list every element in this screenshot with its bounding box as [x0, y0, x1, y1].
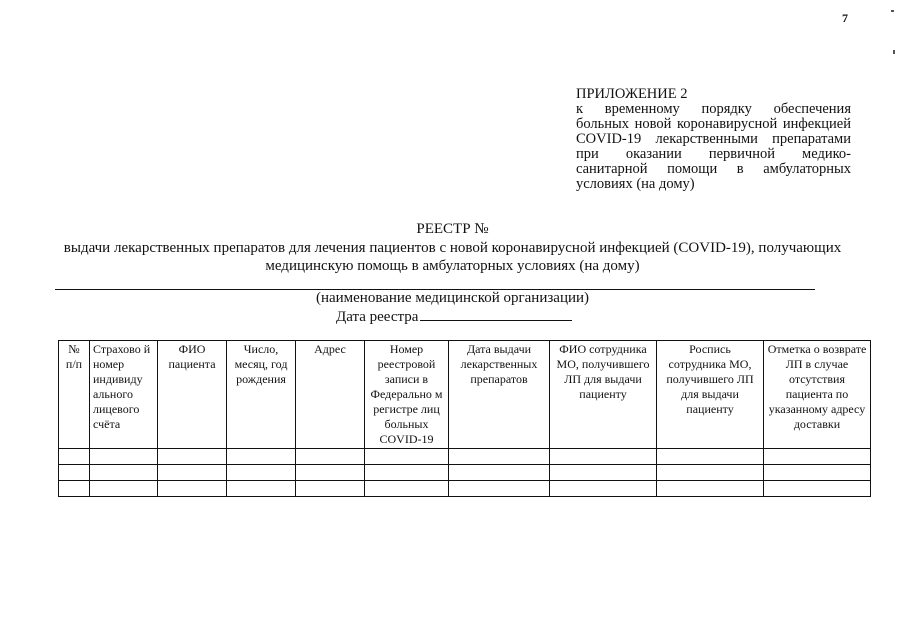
col-header-issue-date: Дата выдачи лекарственных препаратов — [449, 341, 550, 449]
registry-title-line1: РЕЕСТР № — [416, 221, 489, 237]
col-header-return-mark: Отметка о возврате ЛП в случае отсутствия пациента по указанному адресу доставки — [764, 341, 871, 449]
table-cell[interactable] — [227, 481, 296, 497]
scan-artifact — [893, 50, 895, 54]
table-cell[interactable] — [158, 481, 227, 497]
table-cell[interactable] — [90, 449, 158, 465]
table-cell[interactable] — [296, 481, 365, 497]
appendix-text: к временному порядку обеспечения больных новой коронавирусной инфекцией COVID-19 лекарственными препаратами при оказании первичной медико-санитарной помощи в амбулаторных условиях (на дому) — [576, 101, 851, 192]
table-row — [59, 481, 871, 497]
table-cell[interactable] — [550, 449, 657, 465]
table-cell[interactable] — [365, 465, 449, 481]
table-cell[interactable] — [449, 481, 550, 497]
org-name-caption: (наименование медицинской организации) — [315, 290, 590, 306]
appendix-heading: ПРИЛОЖЕНИЕ 2 — [576, 86, 688, 102]
col-header-snils: Страхово й номер индивиду ального лицевого счёта — [90, 341, 158, 449]
table-cell[interactable] — [365, 481, 449, 497]
table-cell[interactable] — [764, 449, 871, 465]
table-cell[interactable] — [657, 481, 764, 497]
table-cell[interactable] — [365, 449, 449, 465]
registry-date-field[interactable] — [420, 306, 572, 321]
table-cell[interactable] — [449, 449, 550, 465]
registry-title-line2: выдачи лекарственных препаратов для лечения пациентов с новой коронавирусной инфекцией (COVID-19), получающих медицинскую помощь в амбулаторных условиях (на дому) — [63, 240, 842, 274]
registry-date-label: Дата реестра — [336, 309, 419, 325]
page-number: 7 — [842, 11, 848, 25]
table-cell[interactable] — [227, 465, 296, 481]
appendix-note — [576, 87, 851, 192]
table-cell[interactable] — [158, 465, 227, 481]
registry-table — [58, 340, 871, 497]
col-header-birth-date: Число, месяц, год рождения — [227, 341, 296, 449]
table-header-row — [59, 341, 871, 449]
col-header-number: № п/п — [59, 341, 90, 449]
col-header-staff-signature: Роспись сотрудника МО, получившего ЛП для выдачи пациенту — [657, 341, 764, 449]
col-header-register-number: Номер реестровой записи в Федерально м регистре лиц больных COVID-19 — [365, 341, 449, 449]
registry-title — [40, 220, 865, 275]
table-cell[interactable] — [764, 481, 871, 497]
registry-date — [336, 306, 572, 326]
table-cell[interactable] — [227, 449, 296, 465]
table-cell[interactable] — [449, 465, 550, 481]
table-cell[interactable] — [296, 449, 365, 465]
table-cell[interactable] — [158, 449, 227, 465]
table-cell[interactable] — [550, 481, 657, 497]
table-row — [59, 449, 871, 465]
table-cell[interactable] — [90, 465, 158, 481]
col-header-patient-name: ФИО пациента — [158, 341, 227, 449]
table-cell[interactable] — [59, 465, 90, 481]
col-header-staff-name: ФИО сотрудника МО, получившего ЛП для выдачи пациенту — [550, 341, 657, 449]
table-body — [59, 449, 871, 497]
table-cell[interactable] — [657, 465, 764, 481]
table-cell[interactable] — [59, 449, 90, 465]
table-cell[interactable] — [764, 465, 871, 481]
table-cell[interactable] — [550, 465, 657, 481]
table-cell[interactable] — [59, 481, 90, 497]
table-cell[interactable] — [657, 449, 764, 465]
table-cell[interactable] — [90, 481, 158, 497]
scan-artifact — [891, 10, 894, 12]
table-cell[interactable] — [296, 465, 365, 481]
col-header-address: Адрес — [296, 341, 365, 449]
table-row — [59, 465, 871, 481]
